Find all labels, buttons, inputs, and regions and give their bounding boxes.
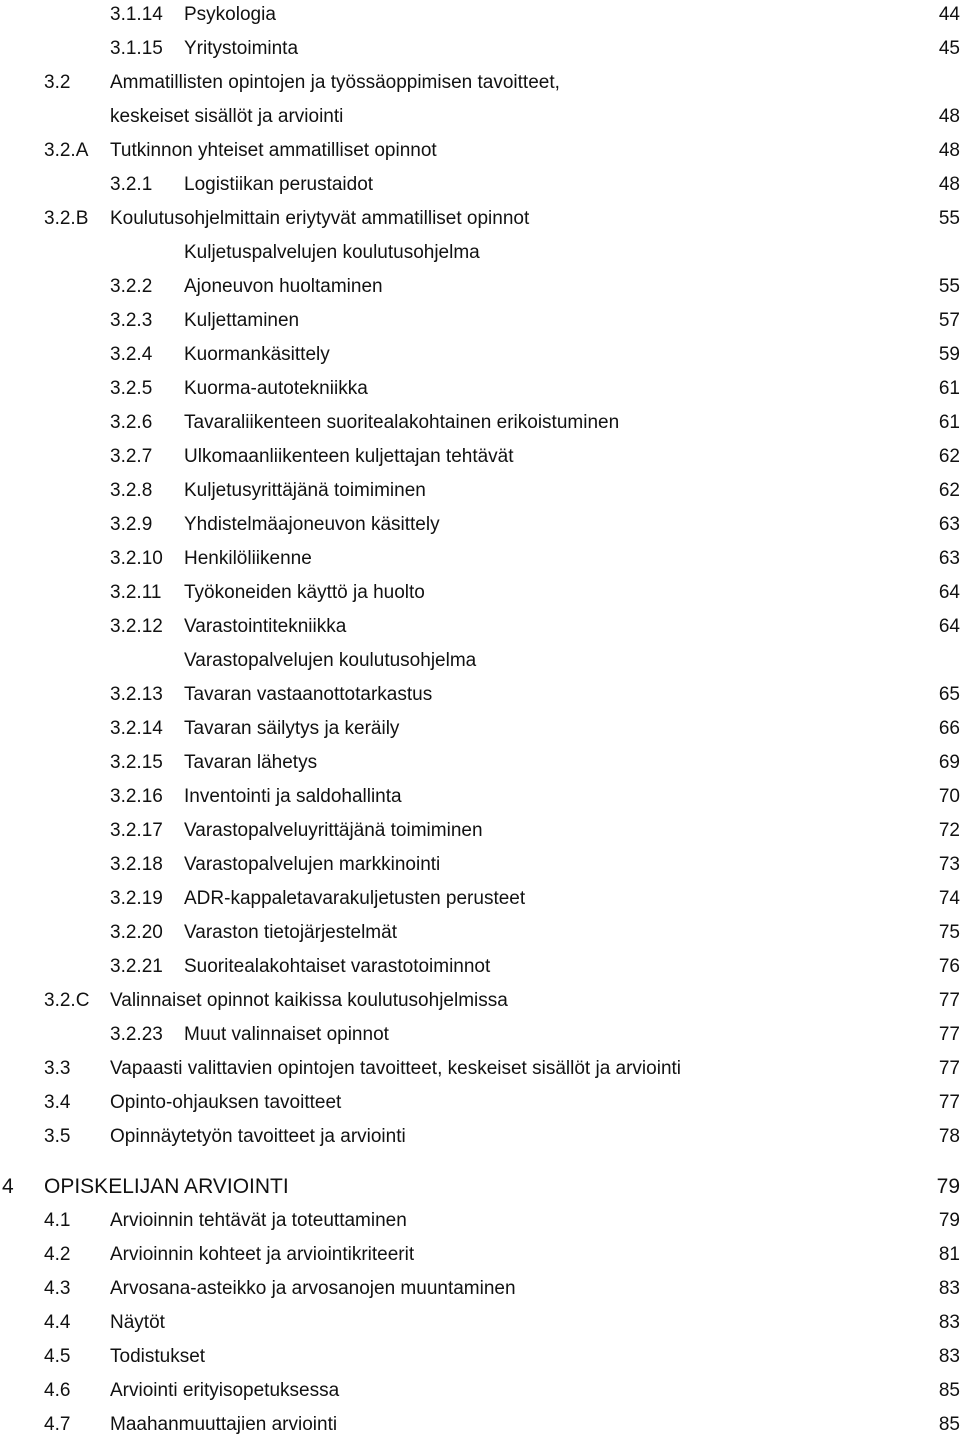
toc-entry-number: 3.2.6 [110,412,153,433]
toc-entry-title: Arviointi erityisopetuksessa [110,1380,340,1401]
toc-entry-number: 3.2.12 [110,616,163,637]
toc-entry[interactable] [0,272,960,302]
toc-entry[interactable] [0,34,960,64]
toc-entry-title: Arvioinnin kohteet ja arviointikriteerit [110,1244,415,1265]
toc-entry[interactable] [0,1054,960,1084]
toc-entry-page-number: 83 [938,1312,960,1333]
toc-entry[interactable] [0,340,960,370]
toc-entry[interactable] [0,952,960,982]
toc-entry[interactable] [0,68,960,98]
toc-entry-number: 3.1.14 [110,4,163,25]
toc-entry-title: Maahanmuuttajien arviointi [110,1414,338,1435]
toc-entry-page-number: 75 [938,922,960,943]
toc-entry-title: Kuormankäsittely [184,344,330,365]
toc-entry[interactable] [0,1240,960,1270]
toc-entry-number: 3.1.15 [110,38,163,59]
toc-entry[interactable] [0,1274,960,1304]
toc-entry-title: Vapaasti valittavien opintojen tavoitteet, keskeiset sisällöt ja arviointi [110,1058,682,1079]
toc-entry[interactable] [0,986,960,1016]
toc-entry-title: Henkilöliikenne [184,548,312,569]
toc-entry[interactable] [0,1020,960,1050]
toc-entry-page-number: 48 [938,106,960,127]
toc-entry-page-number: 45 [938,38,960,59]
toc-entry[interactable] [0,816,960,846]
toc-entry-page-number: 48 [938,140,960,161]
toc-entry[interactable] [0,612,960,642]
toc-entry-number: 3.2.2 [110,276,153,297]
toc-entry-title: Kuljetusyrittäjänä toimiminen [184,480,426,501]
toc-entry[interactable] [0,1342,960,1372]
toc-entry-page-number: 44 [938,4,960,25]
toc-entry-page-number: 61 [938,378,960,399]
toc-entry[interactable] [0,850,960,880]
toc-entry-title: Arvosana-asteikko ja arvosanojen muuntaminen [110,1278,516,1299]
toc-entry-number: 3.2.11 [110,582,162,603]
toc-entry[interactable] [0,1172,960,1202]
toc-entry[interactable] [0,714,960,744]
toc-entry-page-number: 77 [938,1058,960,1079]
toc-entry-number: 3.2.17 [110,820,163,841]
toc-entry-number: 3.3 [44,1058,71,1079]
toc-entry[interactable] [0,918,960,948]
toc-entry[interactable] [0,1308,960,1338]
toc-entry-number: 4.6 [44,1380,71,1401]
toc-entry-page-number: 59 [938,344,960,365]
toc-entry-number: 3.2.8 [110,480,153,501]
toc-entry-number: 3.2.1 [110,174,153,195]
toc-entry-page-number: 81 [938,1244,960,1265]
toc-entry-title: Koulutusohjelmittain eriytyvät ammatilliset opinnot [110,208,530,229]
toc-entry-page-number: 65 [938,684,960,705]
toc-entry[interactable] [0,442,960,472]
toc-entry-number: 4.2 [44,1244,71,1265]
toc-entry[interactable] [0,408,960,438]
toc-entry[interactable] [0,238,960,268]
toc-entry-number: 3.2.B [44,208,89,229]
toc-entry-number: 3.2.3 [110,310,153,331]
toc-entry-number: 3.2.15 [110,752,163,773]
toc-entry[interactable] [0,748,960,778]
toc-entry-page-number: 55 [938,276,960,297]
toc-entry[interactable] [0,782,960,812]
toc-entry-page-number: 79 [936,1175,960,1198]
toc-entry-title: Yritystoiminta [184,38,299,59]
toc-entry[interactable] [0,374,960,404]
toc-entry-number: 4.4 [44,1312,71,1333]
toc-entry[interactable] [0,0,960,30]
toc-entry-page-number: 85 [938,1414,960,1435]
toc-entry-title: Kuorma-autotekniikka [184,378,368,399]
toc-entry-page-number: 62 [938,446,960,467]
toc-entry-title: Tavaraliikenteen suoritealakohtainen erikoistuminen [184,412,620,433]
toc-entry-page-number: 69 [938,752,960,773]
toc-entry-title: Tavaran vastaanottotarkastus [184,684,433,705]
toc-entry[interactable] [0,1410,960,1440]
toc-entry-title: Ajoneuvon huoltaminen [184,276,383,297]
toc-entry-number: 3.2.14 [110,718,163,739]
toc-entry-number: 3.2.10 [110,548,163,569]
toc-entry-title: Tavaran säilytys ja keräily [184,718,400,739]
toc-entry[interactable] [0,1206,960,1236]
toc-entry[interactable] [0,680,960,710]
toc-entry-title: Arvioinnin tehtävät ja toteuttaminen [110,1210,407,1231]
toc-entry-number: 4.3 [44,1278,71,1299]
toc-entry-title: Tavaran lähetys [184,752,318,773]
toc-entry[interactable] [0,1376,960,1406]
toc-entry-title: Logistiikan perustaidot [184,174,374,195]
toc-entry-page-number: 64 [938,582,960,603]
toc-entry-page-number: 66 [938,718,960,739]
toc-entry-title: OPISKELIJAN ARVIOINTI [44,1175,289,1198]
toc-entry-number: 3.2.19 [110,888,163,909]
toc-entry-page-number: 63 [938,548,960,569]
toc-entry-number: 3.2 [44,72,71,93]
toc-entry-title: Inventointi ja saldohallinta [184,786,402,807]
toc-entry-title: Kuljettaminen [184,310,300,331]
toc-entry-number: 3.2.9 [110,514,153,535]
toc-entry-page-number: 77 [938,990,960,1011]
toc-entry-page-number: 70 [938,786,960,807]
toc-entry-number: 3.2.13 [110,684,163,705]
toc-entry-number: 3.2.4 [110,344,153,365]
toc-entry-title: Näytöt [110,1312,165,1333]
toc-entry-page-number: 64 [938,616,960,637]
toc-entry-page-number: 73 [938,854,960,875]
toc-entry-number: 3.2.7 [110,446,153,467]
toc-entry-title: Varastopalveluyrittäjänä toimiminen [184,820,483,841]
toc-entry-title: Yhdistelmäajoneuvon käsittely [184,514,440,535]
toc-entry-page-number: 48 [938,174,960,195]
toc-entry-number: 3.2.A [44,140,89,161]
toc-entry-title: Todistukset [110,1346,206,1367]
toc-entry-title: Varastopalvelujen koulutusohjelma [184,650,477,671]
toc-entry[interactable] [0,204,960,234]
toc-entry[interactable] [0,170,960,200]
toc-entry-page-number: 83 [938,1346,960,1367]
toc-entry-title: Ulkomaanliikenteen kuljettajan tehtävät [184,446,514,467]
toc-entry-page-number: 62 [938,480,960,501]
toc-entry[interactable] [0,544,960,574]
toc-entry-title: keskeiset sisällöt ja arviointi [110,106,344,127]
toc-entry[interactable] [0,136,960,166]
toc-entry-number: 3.2.23 [110,1024,163,1045]
toc-entry-number: 3.2.16 [110,786,163,807]
toc-entry-title: Opinto-ohjauksen tavoitteet [110,1092,342,1113]
toc-entry-number: 3.2.21 [110,956,163,977]
toc-entry-number: 3.4 [44,1092,71,1113]
toc-entry-title: Kuljetuspalvelujen koulutusohjelma [184,242,480,263]
toc-entry-title: Opinnäytetyön tavoitteet ja arviointi [110,1126,406,1147]
toc-entry-page-number: 55 [938,208,960,229]
toc-entry-title: Varastopalvelujen markkinointi [184,854,441,875]
toc-entry[interactable] [0,646,960,676]
toc-entry-title: Varaston tietojärjestelmät [184,922,397,943]
toc-entry[interactable] [0,578,960,608]
toc-entry-title: Suoritealakohtaiset varastotoiminnot [184,956,491,977]
toc-entry-number: 3.2.20 [110,922,163,943]
toc-entry-title: ADR-kappaletavarakuljetusten perusteet [184,888,526,909]
toc-entry-number: 3.5 [44,1126,71,1147]
toc-entry-page-number: 85 [938,1380,960,1401]
toc-entry-page-number: 83 [938,1278,960,1299]
toc-entry-page-number: 74 [938,888,960,909]
toc-entry-number: 3.2.C [44,990,90,1011]
toc-entry[interactable] [0,884,960,914]
toc-entry-page-number: 79 [938,1210,960,1231]
toc-entry[interactable] [0,476,960,506]
toc-entry[interactable] [0,306,960,336]
toc-entry-title: Varastointitekniikka [184,616,347,637]
toc-entry-number: 4.5 [44,1346,71,1367]
toc-entry[interactable] [0,1122,960,1152]
toc-entry-title: Valinnaiset opinnot kaikissa koulutusohjelmissa [110,990,508,1011]
toc-entry-page-number: 76 [938,956,960,977]
toc-entry-title: Psykologia [184,4,276,25]
toc-entry-page-number: 63 [938,514,960,535]
toc-entry-number: 4.1 [44,1210,71,1231]
toc-entry-title: Työkoneiden käyttö ja huolto [184,582,425,603]
toc-entry-page-number: 61 [938,412,960,433]
toc-entry-page-number: 57 [938,310,960,331]
toc-entry[interactable] [0,102,960,132]
toc-entry-title: Ammatillisten opintojen ja työssäoppimisen tavoitteet, [110,72,560,93]
toc-entry-number: 3.2.5 [110,378,153,399]
toc-entry-number: 3.2.18 [110,854,163,875]
toc-entry-page-number: 78 [938,1126,960,1147]
toc-entry[interactable] [0,510,960,540]
toc-entry-page-number: 72 [938,820,960,841]
toc-entry-title: Muut valinnaiset opinnot [184,1024,389,1045]
toc-entry-title: Tutkinnon yhteiset ammatilliset opinnot [110,140,437,161]
toc-entry[interactable] [0,1088,960,1118]
toc-entry-page-number: 77 [938,1024,960,1045]
toc-entry-page-number: 77 [938,1092,960,1113]
toc-entry-number: 4.7 [44,1414,71,1435]
toc-entry-number: 4 [2,1175,14,1198]
